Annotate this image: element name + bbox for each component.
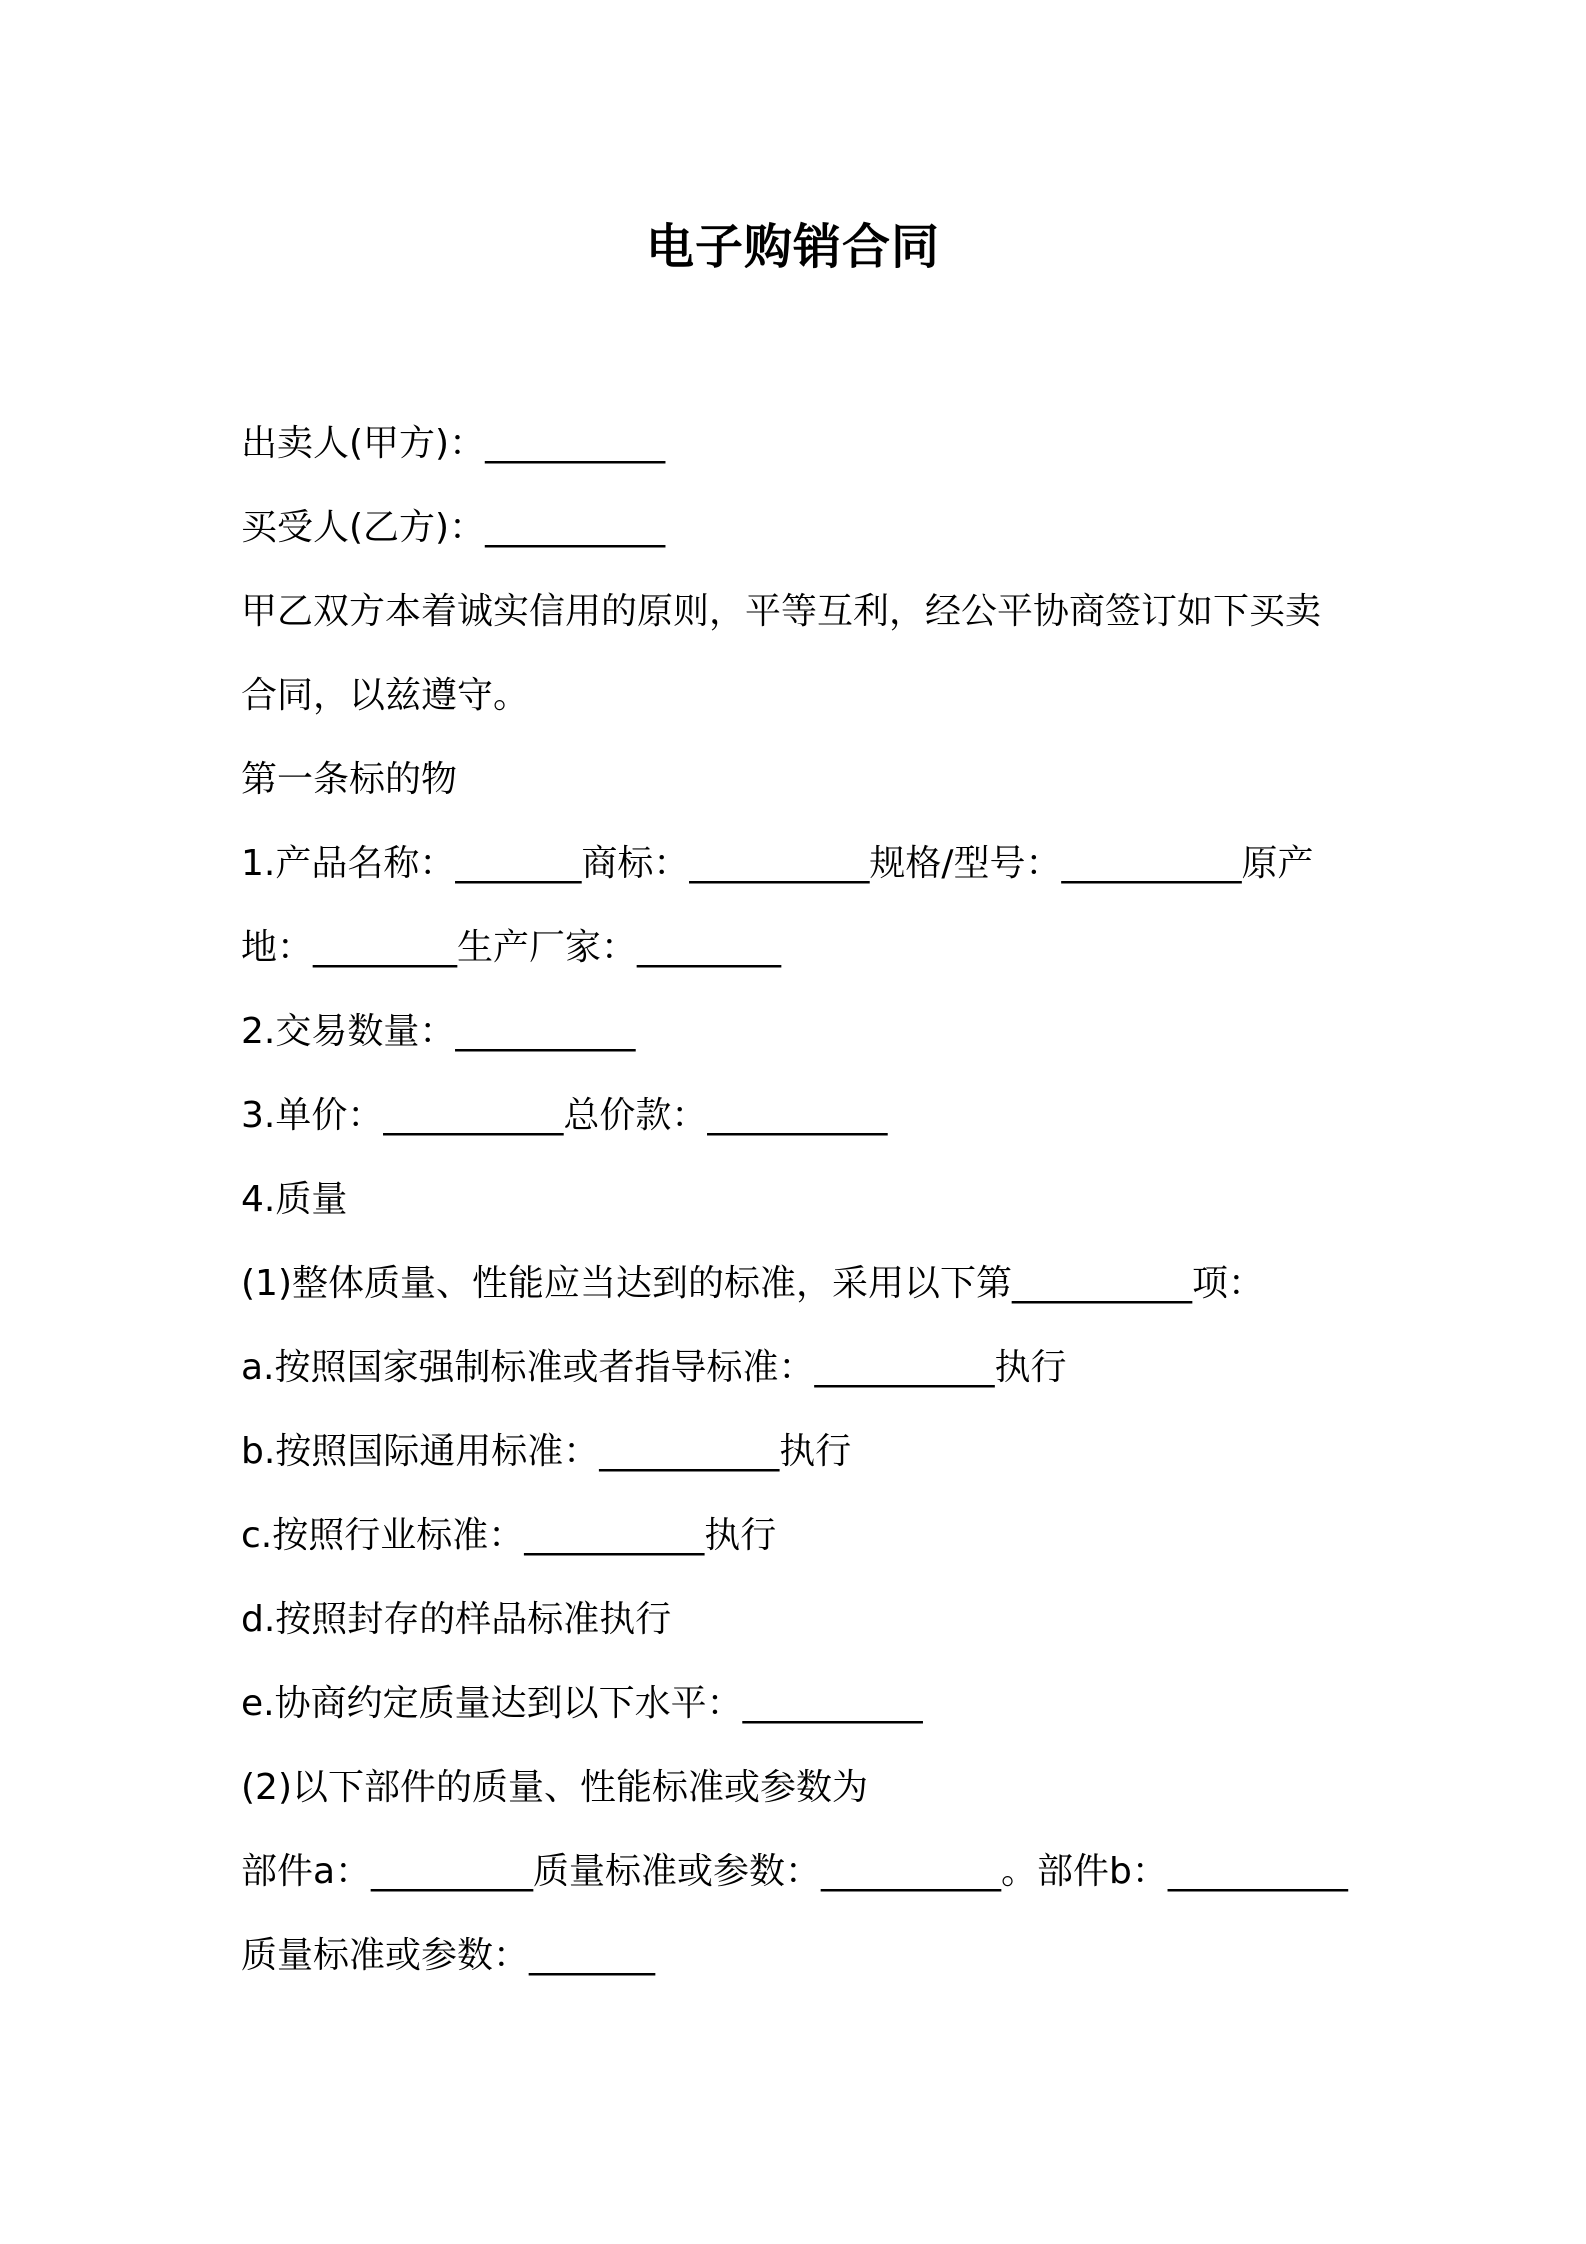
seller-line: 出卖人(甲方)：__________ xyxy=(241,423,666,464)
standard-option-c: c.按照行业标准：__________执行 xyxy=(241,1515,777,1556)
standard-option-e: e.协商约定质量达到以下水平：__________ xyxy=(241,1683,923,1724)
document-body xyxy=(241,402,1351,1998)
product-info-line-2: 地：________生产厂家：________ xyxy=(241,927,782,968)
standard-option-a: a.按照国家强制标准或者指导标准：__________执行 xyxy=(241,1347,1067,1388)
preamble-line-2: 合同，以兹遵守。 xyxy=(241,675,530,716)
parts-quality-line-2: 质量标准或参数：_______ xyxy=(241,1935,656,1976)
buyer-line: 买受人(乙方)：__________ xyxy=(241,507,666,548)
quantity-line: 2.交易数量：__________ xyxy=(241,1011,636,1052)
price-line: 3.单价：__________总价款：__________ xyxy=(241,1095,888,1136)
quality-heading: 4.质量 xyxy=(241,1179,348,1220)
article-1-heading: 第一条标的物 xyxy=(241,759,458,800)
document-title: 电子购销合同 xyxy=(645,219,940,275)
standard-option-d: d.按照封存的样品标准执行 xyxy=(241,1599,672,1640)
preamble-line-1: 甲乙双方本着诚实信用的原则，平等互利，经公平协商签订如下买卖 xyxy=(241,591,1322,632)
quality-standard-line: (1)整体质量、性能应当达到的标准，采用以下第__________项： xyxy=(241,1263,1264,1304)
product-info-line-1: 1.产品名称：_______商标：__________规格/型号：__________原产 xyxy=(241,843,1314,884)
parts-quality-line-1: 部件a：_________质量标准或参数：__________。部件b：__________ xyxy=(241,1851,1348,1892)
standard-option-b: b.按照国际通用标准：__________执行 xyxy=(241,1431,852,1472)
parts-quality-heading: (2)以下部件的质量、性能标准或参数为 xyxy=(241,1767,868,1808)
